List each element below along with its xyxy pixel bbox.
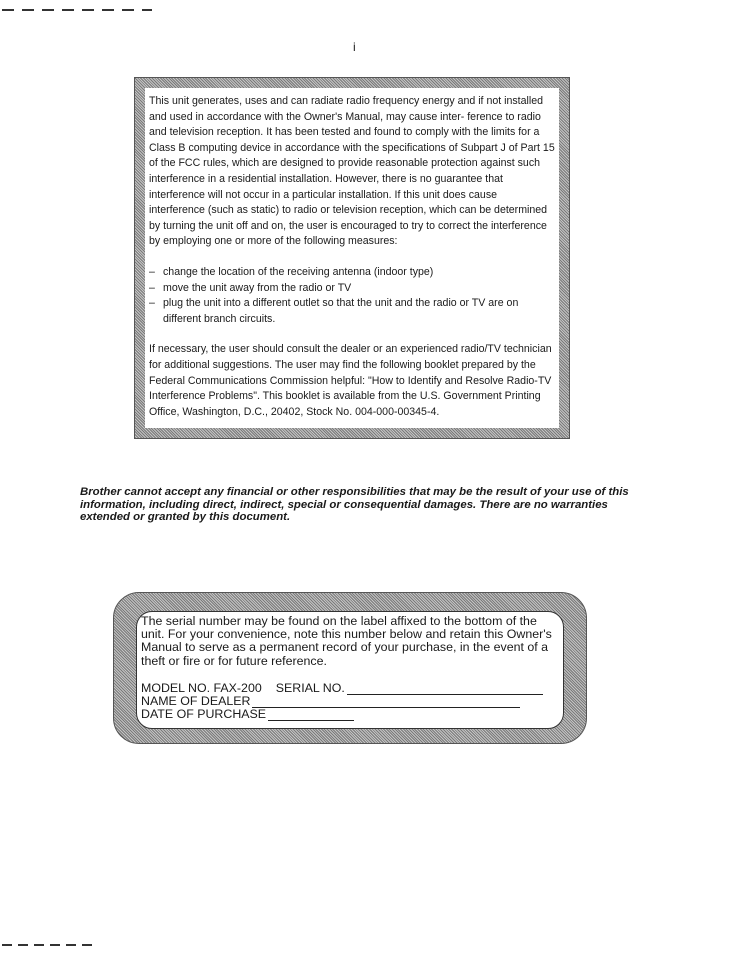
list-item: – move the unit away from the radio or TV <box>149 281 555 297</box>
page-number: i <box>353 40 356 54</box>
serial-record-content <box>136 611 564 729</box>
dealer-name-label: NAME OF DEALER <box>141 694 251 709</box>
dealer-name-blank <box>252 696 520 708</box>
fcc-notice-box <box>134 77 570 439</box>
scan-mark-bottom <box>2 944 92 946</box>
purchase-date-line <box>141 708 555 721</box>
fcc-measures-list <box>149 265 555 327</box>
purchase-date-label: DATE OF PURCHASE <box>141 707 267 722</box>
purchase-date-blank <box>268 709 354 721</box>
fcc-paragraph-1: This unit generates, uses and can radiate radio frequency energy and if not installed and used in accordance with the Owner's Manual, may cause inter- ference to radio and television reception. It has been tested and found to comply with the limits for a Class B computing device in accordance with the specifications of Subpart J of Part 15 of the FCC rules, which are designed to provide reasonable protection against such interference in a residential installation. However, there is no guarantee that interference will not occur in a particular installation. If this unit does cause interference (such as static) to radio or television reception, which can be determined by turning the unit off and on, the user is encouraged to try to correct the interference by employing one or more of the following measures: <box>149 95 555 248</box>
scan-mark-top <box>2 9 152 11</box>
fcc-notice-content <box>145 88 559 428</box>
serial-record-box <box>113 592 587 744</box>
serial-form <box>141 682 555 722</box>
list-item: – plug the unit into a different outlet so that the unit and the radio or TV are on different branch circuits. <box>149 297 519 325</box>
fcc-paragraph-2: If necessary, the user should consult the dealer or an experienced radio/TV technician for additional suggestions. The user may find the following booklet prepared by the Federal Communications Commission helpful: "How to Identify and Resolve Radio-TV Interference Problems". This booklet is available from the U.S. Government Printing Office, Washington, D.C., 20402, Stock No. 004-000-00345-4. <box>149 343 552 418</box>
list-item: – change the location of the receiving antenna (indoor type) <box>149 265 555 281</box>
serial-number-label: SERIAL NO. <box>275 680 345 695</box>
bullet-dash: – <box>149 281 155 294</box>
serial-intro-text: The serial number may be found on the label affixed to the bottom of the unit. For your convenience, note this number below and retain this Owner's Manual to serve as a permanent record of your purchase, in the event of a theft or fire or for future reference. <box>141 614 552 668</box>
serial-number-blank <box>347 683 543 695</box>
bullet-dash: – <box>149 265 155 278</box>
model-number-label: MODEL NO. FAX-200 <box>141 680 262 695</box>
bullet-dash: – <box>149 297 155 310</box>
liability-disclaimer: Brother cannot accept any financial or other responsibilities that may be the result of your use of this information, including direct, indirect, special or consequential damages. There are no warranties extended or granted by this document. <box>80 486 629 524</box>
